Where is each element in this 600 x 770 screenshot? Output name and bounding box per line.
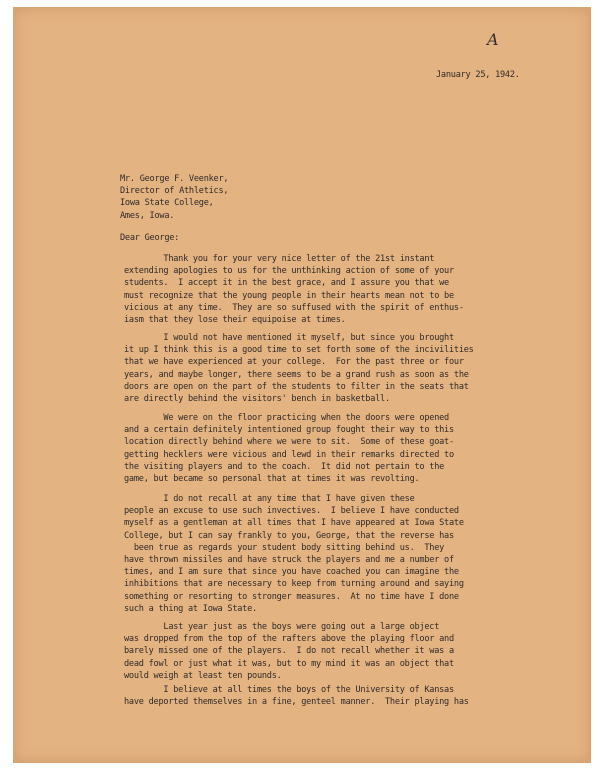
text-line: the visiting players and to the coach. It did not pertain to the — [124, 461, 445, 472]
text-line: location directly behind where we were to sit. Some of these goat- — [124, 437, 454, 448]
paragraph — [124, 253, 532, 326]
address-line: Iowa State College, — [120, 198, 214, 209]
text-line: would weigh at least ten pounds. — [124, 670, 282, 681]
paragraph — [124, 412, 532, 485]
text-line: dead fowl or just what it was, but to my mind it was an object that — [124, 658, 454, 669]
text-line: Thank you for your very nice letter of the 21st instant — [124, 254, 435, 264]
text-line: are directly behind the visitors' bench in basketball. — [124, 394, 390, 405]
text-line: Last year just as the boys were going out a large object — [124, 622, 440, 632]
text-line: something or resorting to stronger measures. At no time have I done — [124, 591, 459, 602]
salutation: Dear George: — [120, 233, 180, 243]
text-line: people an excuse to use such invectives. I believe I have conducted — [124, 506, 459, 517]
text-line: College, but I can say frankly to you, George, that the reverse has — [124, 530, 454, 541]
text-line: barely missed one of the players. I do not recall whether it was a — [124, 646, 454, 657]
text-line: was dropped from the top of the rafters above the playing floor and — [124, 634, 454, 645]
paragraph — [124, 493, 532, 615]
paragraph — [124, 332, 532, 405]
page-mark: A — [487, 30, 499, 49]
text-line: been true as regards your student body sitting behind us. They — [124, 542, 445, 553]
text-line: iasm that they lose their equipoise at times. — [124, 315, 346, 326]
text-line: game, but became so personal that at times it was revolting. — [124, 474, 420, 485]
text-line: years, and maybe longer, there seems to be a grand rush as soon as the — [124, 369, 469, 380]
text-line: I do not recall at any time that I have given these — [124, 494, 415, 504]
text-line: must recognize that the young people in their hearts mean not to be — [124, 290, 454, 301]
address-line: Director of Athletics, — [120, 186, 229, 197]
text-line: students. I accept it in the best grace, and I assure you that we — [124, 278, 449, 289]
paragraph — [124, 684, 532, 708]
text-line: have thrown missiles and have struck the players and me a number of — [124, 555, 454, 566]
text-line: such a thing at Iowa State. — [124, 603, 257, 614]
text-line: getting hecklers were vicious and lewd in their remarks directed to — [124, 449, 454, 460]
text-line: I would not have mentioned it myself, but since you brought — [124, 333, 454, 343]
address-line: Mr. George F. Veenker, — [120, 174, 229, 184]
text-line: times, and I am sure that since you have coached you can imagine the — [124, 567, 459, 578]
text-line: myself as a gentleman at all times that I have appeared at Iowa State — [124, 518, 464, 529]
text-line: extending apologies to us for the unthinking action of some of your — [124, 266, 454, 277]
address-line: Ames, Iowa. — [120, 210, 175, 221]
recipient-address — [120, 173, 228, 222]
text-line: doors are open on the part of the students to filter in the seats that — [124, 381, 469, 392]
text-line: We were on the floor practicing when the doors were opened — [124, 413, 449, 423]
text-line: I believe at all times the boys of the University of Kansas — [124, 685, 454, 695]
text-line: that we have experienced at your college. For the past three or four — [124, 357, 464, 368]
paragraph — [124, 621, 532, 682]
letter-date: January 25, 1942. — [436, 70, 520, 80]
text-line: have deported themselves in a fine, genteel manner. Their playing has — [124, 697, 469, 708]
text-line: vicious at any time. They are so suffused with the spirit of enthus- — [124, 302, 464, 313]
text-line: and a certain definitely intentioned group fought their way to this — [124, 425, 454, 436]
text-line: inhibitions that are necessary to keep from turning around and saying — [124, 579, 464, 590]
text-line: it up I think this is a good time to set forth some of the incivilities — [124, 345, 474, 356]
